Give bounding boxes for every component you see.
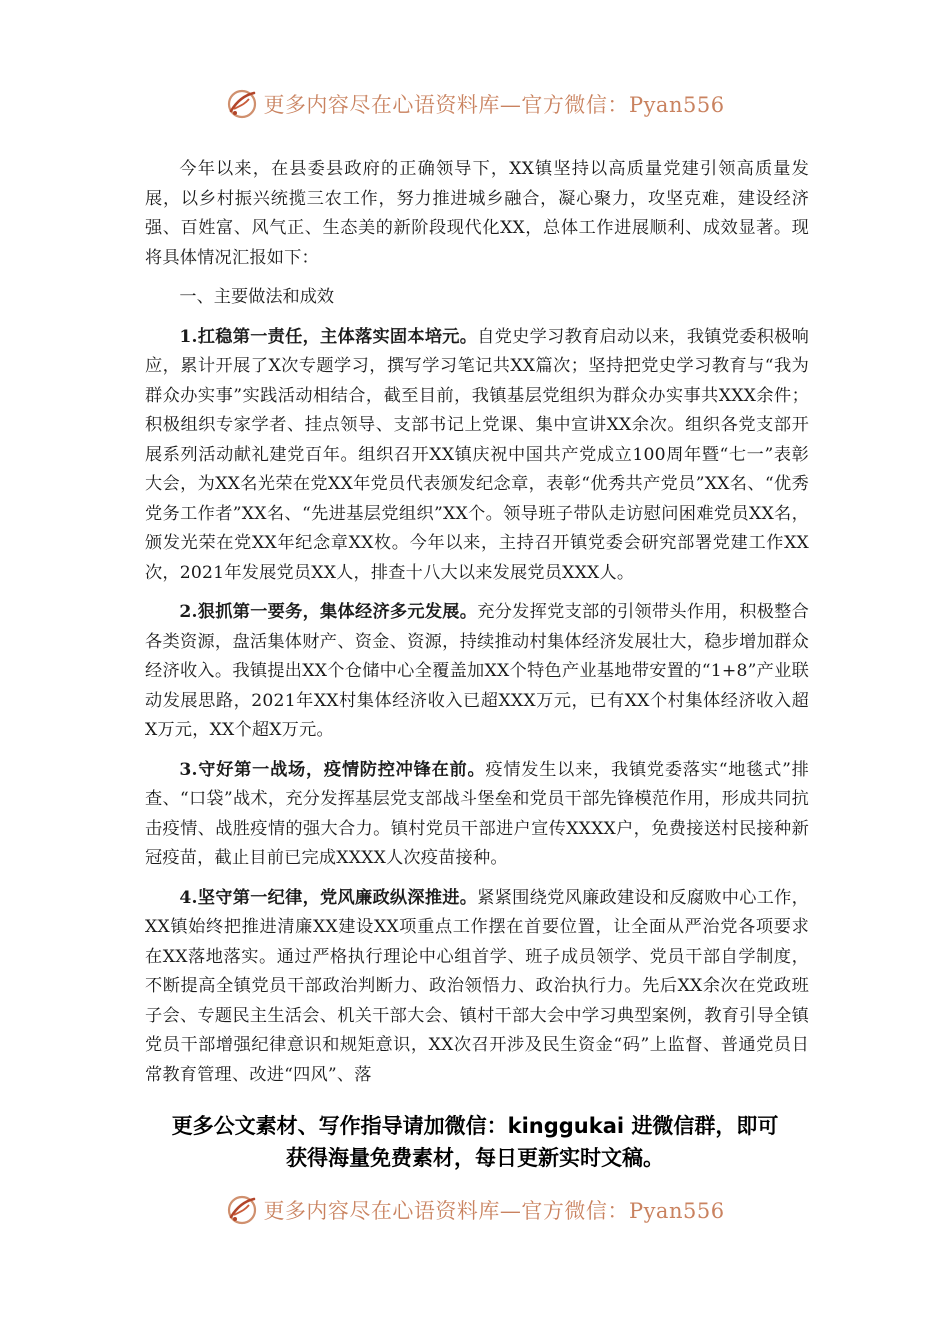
promo-line-2: 获得海量免费素材，每日更新实时文稿。 [286, 1146, 664, 1170]
footer-watermark-banner [0, 1190, 950, 1230]
item-lead: 2.狠抓第一要务，集体经济多元发展。 [179, 602, 478, 622]
item-paragraph [145, 323, 809, 589]
banner-wechat-id: Pyan556 [628, 1199, 725, 1223]
banner-wechat-id: Pyan556 [628, 93, 725, 117]
item-paragraph [145, 598, 809, 746]
item-body: 疫情发生以来，我镇党委落实“地毯式”排查、“口袋”战术，充分发挥基层党支部战斗堡垒和党员干部先锋模范作用，形成共同抗击疫情、战胜疫情的强大合力。镇村党员干部进户宣传XXXX户，免费接送村民接种新冠疫苗，截止目前已完成XXXX人次疫苗接种。 [145, 759, 809, 868]
item-body: 紧紧围绕党风廉政建设和反腐败中心工作，XX镇始终把推进清廉XX建设XX项重点工作摆在首要位置，让全面从严治党各项要求在XX落地落实。通过严格执行理论中心组首学、班子成员领学、党员干部自学制度，不断提高全镇党员干部政治判断力、政治领悟力、政治执行力。先后XX余次在党政班子会、专题民主生活会、机关干部大会、镇村干部大会中学习典型案例，教育引导全镇党员干部增强纪律意识和规矩意识，XX次召开涉及民生资金“码”上监督、普通党员日常教育管理、改进“四风”、落 [145, 887, 809, 1085]
item-paragraph [145, 756, 809, 874]
banner-text: 更多内容尽在心语资料库—官方微信：Pyan556 [263, 93, 725, 117]
item-lead: 4.坚守第一纪律，党风廉政纵深推进。 [179, 887, 478, 908]
intro-paragraph: 今年以来，在县委县政府的正确领导下，XX镇坚持以高质量党建引领高质量发展，以乡村振兴统揽三农工作，努力推进城乡融合，凝心聚力，攻坚克难，建设经济强、百姓富、风气正、生态美的新阶段现代化XX，总体工作进展顺利、成效显著。现将具体情况汇报如下： [145, 159, 809, 268]
item-body: 自党史学习教育启动以来，我镇党委积极响应，累计开展了X次专题学习，撰写学习笔记共XX篇次；坚持把党史学习教育与“我为群众办实事”实践活动相结合，截至目前，我镇基层党组织为群众办实事共XXX余件；积极组织专家学者、挂点领导、支部书记上党课、集中宣讲XX余次。组织各党支部开展系列活动献礼建党百年。组织召开XX镇庆祝中国共产党成立100周年暨“七一”表彰大会，为XX名光荣在党XX年党员代表颁发纪念章，表彰“优秀共产党员”XX名、“优秀党务工作者”XX名、“先进基层党组织”XX个。领导班子带队走访慰问困难党员XX名，颁发光荣在党XX年纪念章XX枚。今年以来，主持召开镇党委会研究部署党建工作XX次，2021年发展党员XX人，排查十八大以来发展党员XXX人。 [145, 326, 809, 583]
banner-text: 更多内容尽在心语资料库—官方微信：Pyan556 [263, 1199, 725, 1223]
item-body: 充分发挥党支部的引领带头作用，积极整合各类资源，盘活集体财产、资金、资源，持续推动村集体经济发展壮大，稳步增加群众经济收入。我镇提出XX个仓储中心全覆盖加XX个特色产业基地带安置的“1+8”产业联动发展思路，2021年XX村集体经济收入已超XXX万元，已有XX个村集体经济收入超X万元，XX个超X万元。 [145, 602, 809, 740]
quill-swirl-logo-icon [225, 87, 259, 121]
document-body [145, 155, 809, 1090]
quill-swirl-logo-icon [225, 1193, 259, 1227]
section-heading: 一、主要做法和成效 [179, 287, 335, 307]
promo-line-1: 更多公文素材、写作指导请加微信：kinggukai 进微信群，即可 [171, 1114, 779, 1138]
item-paragraph [145, 884, 809, 1091]
header-watermark-banner [0, 84, 950, 124]
item-lead: 3.守好第一战场，疫情防控冲锋在前。 [179, 759, 486, 780]
item-lead: 1.扛稳第一责任，主体落实固本培元。 [179, 326, 478, 347]
promo-notice [0, 1110, 950, 1174]
